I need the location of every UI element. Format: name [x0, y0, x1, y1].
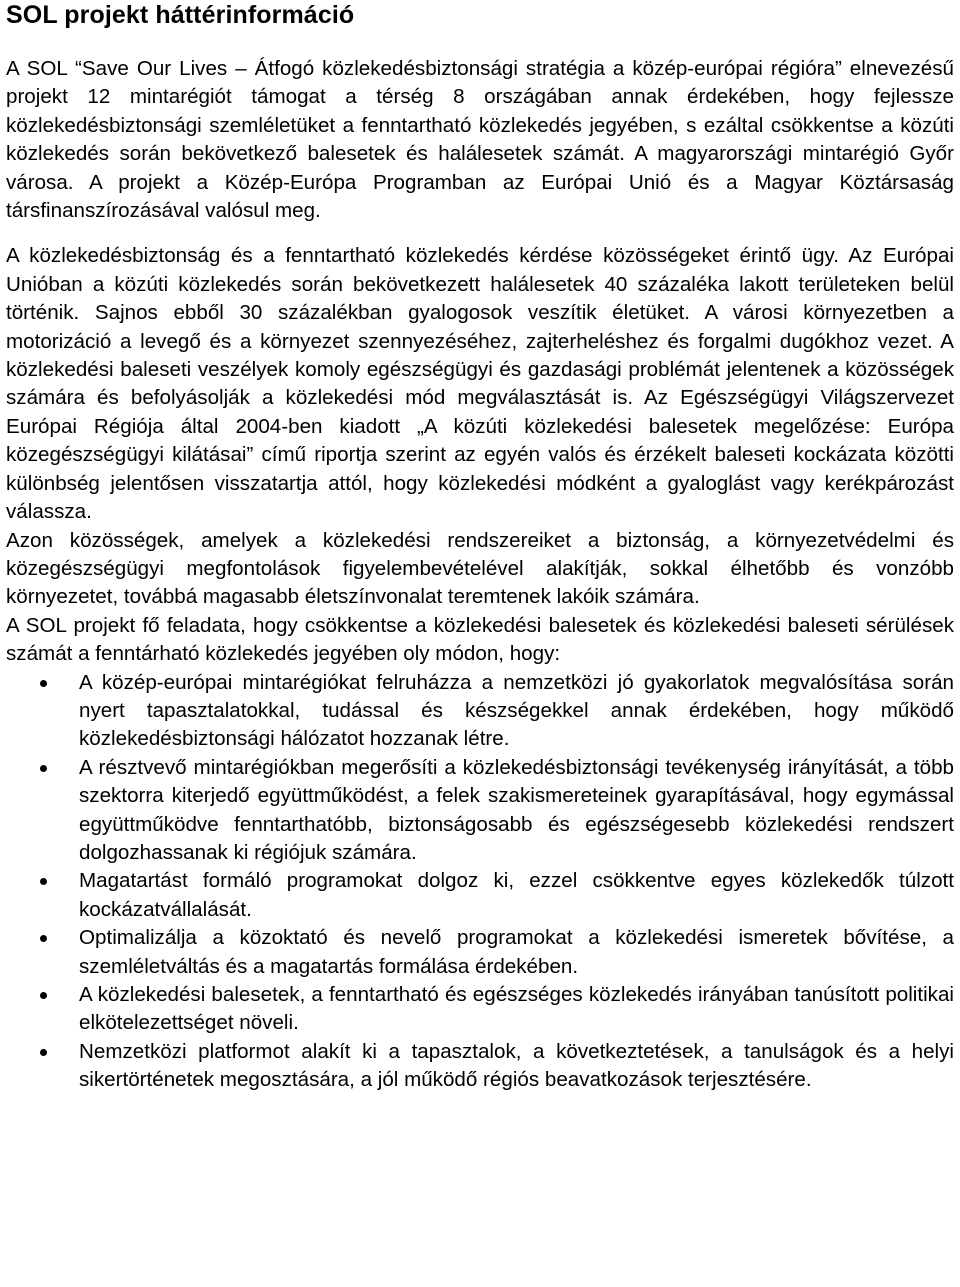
task-list	[6, 669, 954, 1095]
list-item-text: A közép-európai mintarégiókat felruházza a nemzetközi jó gyakorlatok megvalósítása során nyert tapasztalatokkal, tudással és készségekkel annak érdekében, hogy működő közlekedésbiztonsági hálózatot hozzanak létre.	[79, 670, 954, 751]
list-item-text: Magatartást formáló programokat dolgoz ki, ezzel csökkentve egyes közlekedők túlzott kockázatvállalását.	[79, 869, 954, 921]
bullet-icon	[40, 878, 47, 885]
bullet-icon	[40, 992, 47, 999]
bullet-icon	[40, 680, 47, 687]
list-item-text: Optimalizálja a közoktató és nevelő programokat a közlekedési ismeretek bővítése, a szemléletváltás és a magatartás formálása érdekében.	[79, 926, 954, 978]
communities-paragraph: Azon közösségek, amelyek a közlekedési rendszereiket a biztonság, a környezetvédelmi és közegészségügyi megfontolások figyelembevételével alakítják, sokkal élhetőbb és vonzóbb környezetet, továbbá magasabb életszínvonalat teremtenek lakóik számára.	[6, 528, 954, 609]
bullet-icon	[40, 1049, 47, 1056]
bullet-icon	[40, 765, 47, 772]
list-item	[6, 981, 954, 1038]
list-item	[6, 754, 954, 868]
list-item-text: A közlekedési balesetek, a fenntartható és egészséges közlekedés irányában tanúsított politikai elkötelezettséget növeli.	[79, 983, 954, 1035]
intro-paragraph: A SOL “Save Our Lives – Átfogó közlekedésbiztonsági stratégia a közép-európai régióra” elnevezésű projekt 12 mintarégiót támogat a térség 8 országában annak érdekében, hogy fejlessze közlekedésbiztonsági szemléletüket a fenntartható közlekedés jegyében, s ezáltal csökkentse a közúti közlekedés során bekövetkező balesetek és halálesetek számát. A magyarországi mintarégió Győr városa. A projekt a Közép-Európa Programban az Európai Unió és a Magyar Köztársaság társfinanszírozásával valósul meg.	[6, 57, 954, 223]
list-item	[6, 924, 954, 981]
list-item	[6, 669, 954, 754]
bullet-icon	[40, 935, 47, 942]
page-title: SOL projekt háttérinformáció	[6, 1, 355, 29]
list-item-text: A résztvevő mintarégiókban megerősíti a közlekedésbiztonsági tevékenység irányítását, a több szektorra kiterjedő együttműködést, a felek szakismereteinek gyarapításával, hogy egymással együttműködve fenntarthatóbb, biztonságosabb és egészségesebb közlekedési rendszert dolgozhassanak ki régiójuk számára.	[79, 755, 954, 864]
main-task-paragraph: A SOL projekt fő feladata, hogy csökkentse a közlekedési balesetek és közlekedési baleseti sérülések számát a fenntárható közlekedés jegyében oly módon, hogy:	[6, 613, 954, 666]
list-item	[6, 867, 954, 924]
list-item	[6, 1038, 954, 1095]
list-item-text: Nemzetközi platformot alakít ki a tapasztalok, a következtetések, a tanulságok és a helyi sikertörténetek megosztására, a jól működő régiós beavatkozások terjesztésére.	[79, 1039, 954, 1092]
safety-paragraph: A közlekedésbiztonság és a fenntartható közlekedés kérdése közösségeket érintő ügy. Az Európai Unióban a közúti közlekedés során bekövetkezett halálesetek 40 százaléka lakott területeken belül történik. Sajnos ebből 30 százalékban gyalogosok veszítik életüket. A városi környezetben a motorizáció a levegő és a környezet szennyezéséhez, zajterheléshez és forgalmi dugókhoz vezet. A közlekedési baleseti veszélyek komoly egészségügyi és gazdasági problémát jelentenek a közösségek számára és befolyásolják a közlekedési mód megválasztását is. Az Egészségügyi Világszervezet Európai Régiója által 2004-ben kiadott „A közúti közlekedési balesetek megelőzése: Európa közegészségügyi kilátásai” című riportja szerint az egyén valós és érzékelt baleseti kockázata közötti különbség jelentősen visszatartja attól, hogy közlekedési módként a gyaloglást vagy kerékpározást válassza.	[6, 244, 954, 524]
